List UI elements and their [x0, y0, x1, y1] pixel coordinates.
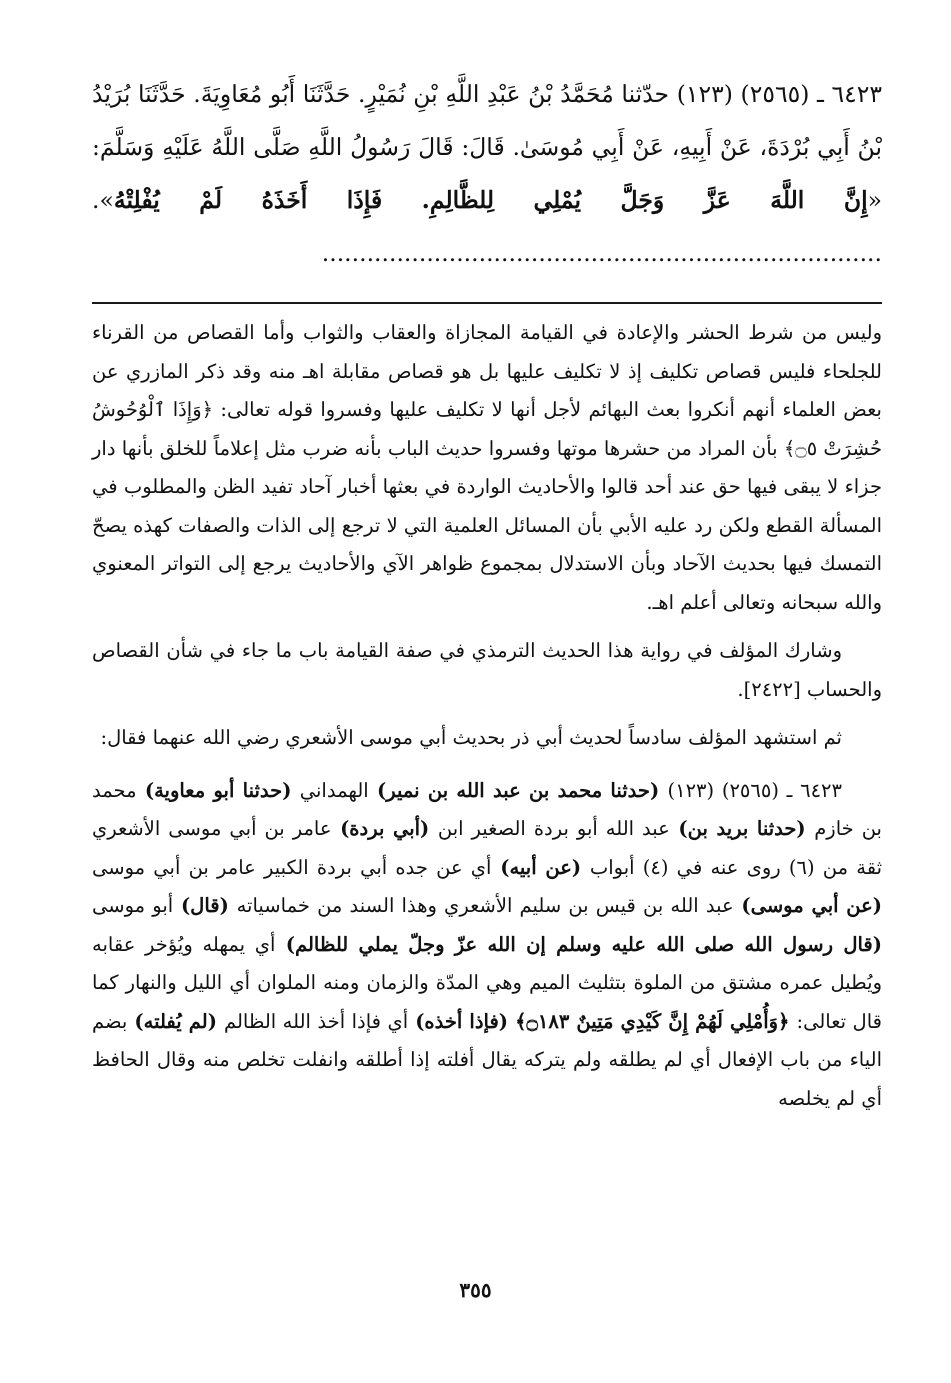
commentary-text: أي فإذا أخذ الله الظالم [223, 1009, 409, 1033]
hadith-end: ». [92, 186, 114, 214]
commentary-text: عامر بن أبي موسى الأشعري ثقة من (٦) روى عنه في (٤) أبواب [92, 817, 883, 879]
commentary-bold: (أبي بردة) [331, 817, 438, 840]
page-number: ٣٥٥ [459, 1278, 492, 1302]
commentary-text: ٦٤٢٣ ـ (٢٥٦٥) (١٢٣) [667, 778, 842, 802]
commentary-paragraph [92, 772, 882, 1119]
commentary-text: عبد الله أبو بردة الصغير ابن [437, 817, 670, 840]
commentary-bold: (فإذا أخذه) [408, 1009, 508, 1033]
commentary-bold: (حدثنا أبو معاوية) [136, 778, 300, 802]
commentary-text: أي عن جده أبي بردة الكبير عامر بن أبي موسى [92, 855, 492, 879]
commentary-text: الهمداني [299, 778, 369, 802]
commentary-bold: (حدثنا محمد بن عبد الله بن نمير) [368, 778, 668, 802]
footnote-paragraph-1: وليس من شرط الحشر والإعادة في القيامة المجازاة والعقاب والثواب وأما القصاص من القرناء للجلحاء فليس قصاص تكليف إذ لا تكليف عليها بل هو قصاص مقابلة اهـ منه وقد ذكر المازري عن بعض العلماء أنهم أنكروا بعث البهائم لأجل أنها لا تكليف عليها وفسروا قوله تعالى: ﴿وَإِذَا ٱلْوُحُوشُ حُشِرَتْ ۝٥﴾ بأن المراد من حشرها موتها وفسروا حديث الباب بأنه ضرب مثل إعلاماً للخلق بأنها دار جزاء لا يبقى فيها حق عند أحد قالوا والأحاديث الواردة في بعثها أخبار آحاد تفيد الظن والمطلوب في المسألة القطع ولكن رد عليه الأبي بأن المسائل العلمية التي لا ترجع إلى الذات والصفات كهذه يصحّ التمسك فيها بحديث الآحاد وبأن الاستدلال بمجموع ظواهر الآي والأحاديث يرجع إلى التواتر المعنوي والله سبحانه وتعالى أعلم اهـ. [92, 321, 882, 614]
hadith-text [92, 68, 882, 280]
dotted-leader: ........................................................................... [321, 239, 882, 267]
commentary-bold: (قال) [173, 894, 237, 917]
commentary-text: عبد الله بن قيس بن سليم الأشعري وهذا السند من خماسياته [236, 894, 734, 917]
commentary-bold: (عن أبي موسى) [733, 894, 882, 917]
commentary-bold: (لم يُفلته) [127, 1009, 224, 1033]
page-content [92, 68, 882, 1118]
commentary-bold: (قال رسول الله صلى الله عليه وسلم إن الله عزّ وجلّ يملي للظالم) [275, 932, 882, 956]
commentary-text: محمد بن خازم [92, 778, 882, 840]
commentary-bold: (عن أبيه) [491, 855, 590, 879]
hadith-isnad: ٦٤٢٣ ـ (٢٥٦٥) (١٢٣) حدّثنا مُحَمَّدُ بْنُ عَبْدِ اللَّهِ بْنِ نُمَيْرٍ. حَدَّثَنَا أَبُو مُعَاوِيَةَ. حَدَّثَنَا بُرَيْدُ بْنُ أَبِي بُرْدَةَ، عَنْ أَبِيهِ، عَنْ أَبِي مُوسَىٰ. قَالَ: قَالَ رَسُولُ اللَّهِ صَلَّى اللَّهُ عَلَيْهِ وَسَلَّمَ: « [92, 80, 882, 214]
footnote-paragraph-3: ثم استشهد المؤلف سادساً لحديث أبي ذر بحديث أبي موسى الأشعري رضي الله عنهما فقال: [100, 726, 842, 749]
footnote-divider [92, 302, 882, 304]
footnote-paragraph-2: وشارك المؤلف في رواية هذا الحديث الترمذي في صفة القيامة باب ما جاء في شأن القصاص والحساب [٢٤٢٢]. [92, 639, 882, 701]
commentary-text: بضم الياء من باب الإفعال أي لم يطلقه ولم يتركه يقال أفلته إذا أطلقه وانفلت تخلص منه وقال الحافظ أي لم يخلصه [92, 1009, 882, 1110]
commentary-bold: (حدثنا بريد بن) [669, 817, 815, 840]
hadith-matn: إِنَّ اللَّهَ عَزَّ وَجَلَّ يُمْلِي لِلظَّالِمِ. فَإِذَا أَخَذَهُ لَمْ يُفْلِتْهُ [113, 186, 868, 214]
quran-verse: ﴿وَأُمْلِي لَهُمْ إِنَّ كَيْدِي مَتِينٌ ۝١٨٣﴾ [508, 1009, 797, 1033]
commentary-text: أي يمهله ويُؤخر عقابه ويُطيل عمره مشتق من الملوة بتثليث الميم وهي المدّة والزمان ومنه الملوان أي الليل والنهار كما قال تعالى: [92, 932, 882, 1033]
commentary-text: أبو موسى [92, 894, 174, 917]
